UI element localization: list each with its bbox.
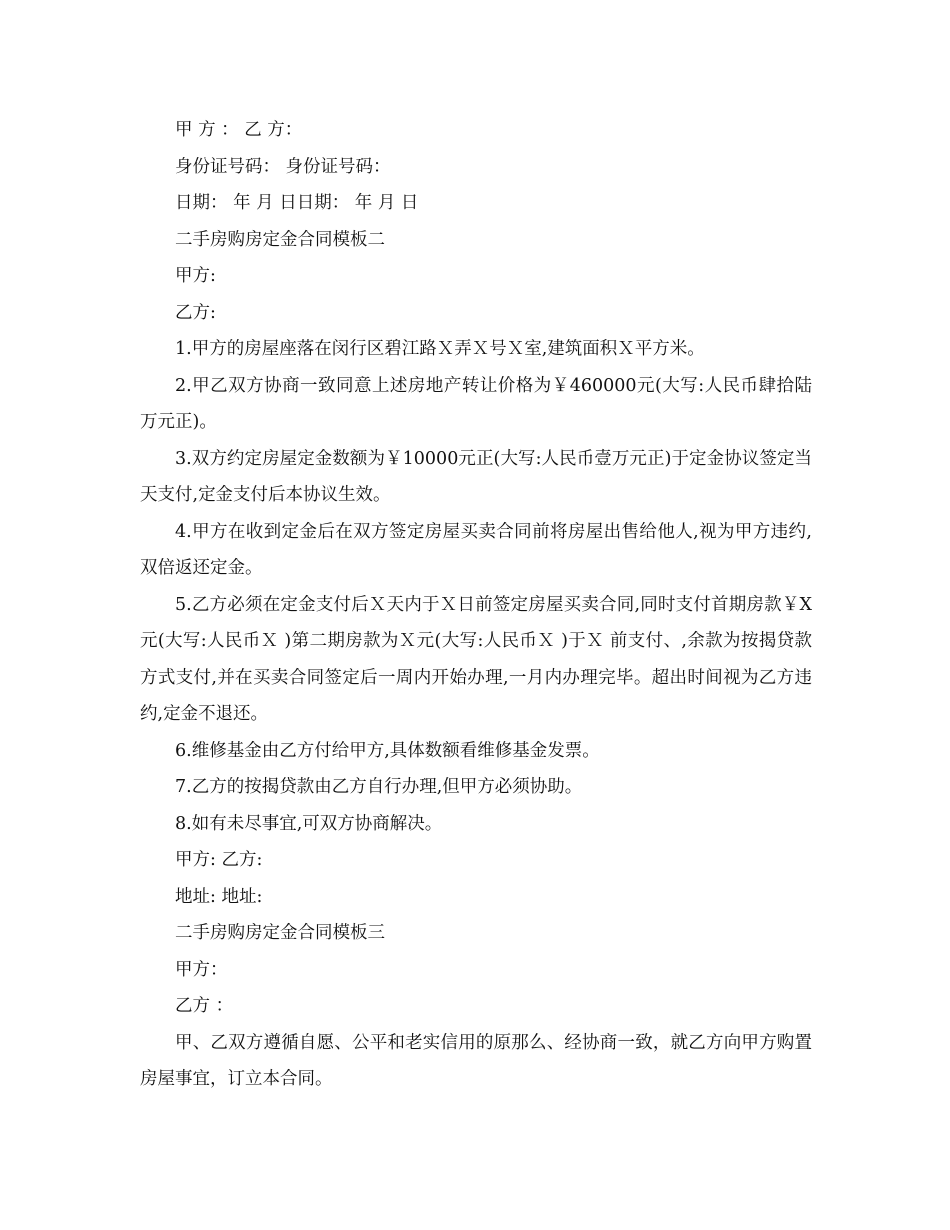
document-body bbox=[140, 112, 812, 1098]
date-line: 日期： 年 月 日日期： 年 月 日 bbox=[175, 193, 419, 213]
template-two-heading: 二手房购房定金合同模板二 bbox=[175, 229, 385, 250]
template-three-heading: 二手房购房定金合同模板三 bbox=[175, 923, 385, 943]
clause-4: 4.甲方在收到定金后在双方签定房屋买卖合同前将房屋出售给他人,视为甲方违约,双倍返还定金。 bbox=[140, 521, 812, 578]
clause-5: 5.乙方必须在定金支付后Ｘ天内于Ｘ日前签定房屋买卖合同,同时支付首期房款￥X 元(大写:人民币Ｘ )第二期房款为Ｘ元(大写:人民币Ｘ )于Ｘ 前支付、,余款为按揭贷款方式支付,并在买卖合同签定后一周内开始办理,一月内办理完毕。超出时间视为乙方违约,定金不退还。 bbox=[140, 594, 812, 724]
clause-2: 2.甲乙双方协商一致同意上述房地产转让价格为￥460000元(大写:人民币肆拾陆万元正)。 bbox=[140, 375, 812, 432]
clause-6: 6.维修基金由乙方付给甲方,具体数额看维修基金发票。 bbox=[175, 740, 600, 761]
party-a-line: 甲方: bbox=[175, 266, 216, 286]
id-number-line: 身份证号码： 身份证号码： bbox=[175, 156, 391, 177]
party-b-line: 乙方: bbox=[175, 302, 216, 323]
clause-1: 1.甲方的房屋座落在闵行区碧江路Ｘ弄Ｘ号Ｘ室,建筑面积Ｘ平方米。 bbox=[175, 339, 705, 359]
signature-parties-line: 甲方: 乙方: bbox=[175, 850, 263, 870]
clause-3: 3.双方约定房屋定金数额为￥10000元正(大写:人民币壹万元正)于定金协议签定当天支付,定金支付后本协议生效。 bbox=[140, 448, 812, 505]
party-b-line-2: 乙方 ： bbox=[175, 996, 234, 1016]
preamble-paragraph: 甲、乙双方遵循自愿、公平和老实信用的原那么、经协商一致，就乙方向甲方购置房屋事宜，订立本合同。 bbox=[140, 1032, 812, 1089]
party-a-line-2: 甲方： bbox=[175, 959, 228, 980]
party-line: 甲 方 ： 乙 方： bbox=[175, 120, 303, 140]
clause-7: 7.乙方的按揭贷款由乙方自行办理,但甲方必须协助。 bbox=[175, 777, 583, 797]
clause-8: 8.如有未尽事宜,可双方协商解决。 bbox=[175, 813, 443, 834]
address-line: 地址: 地址: bbox=[175, 886, 263, 907]
